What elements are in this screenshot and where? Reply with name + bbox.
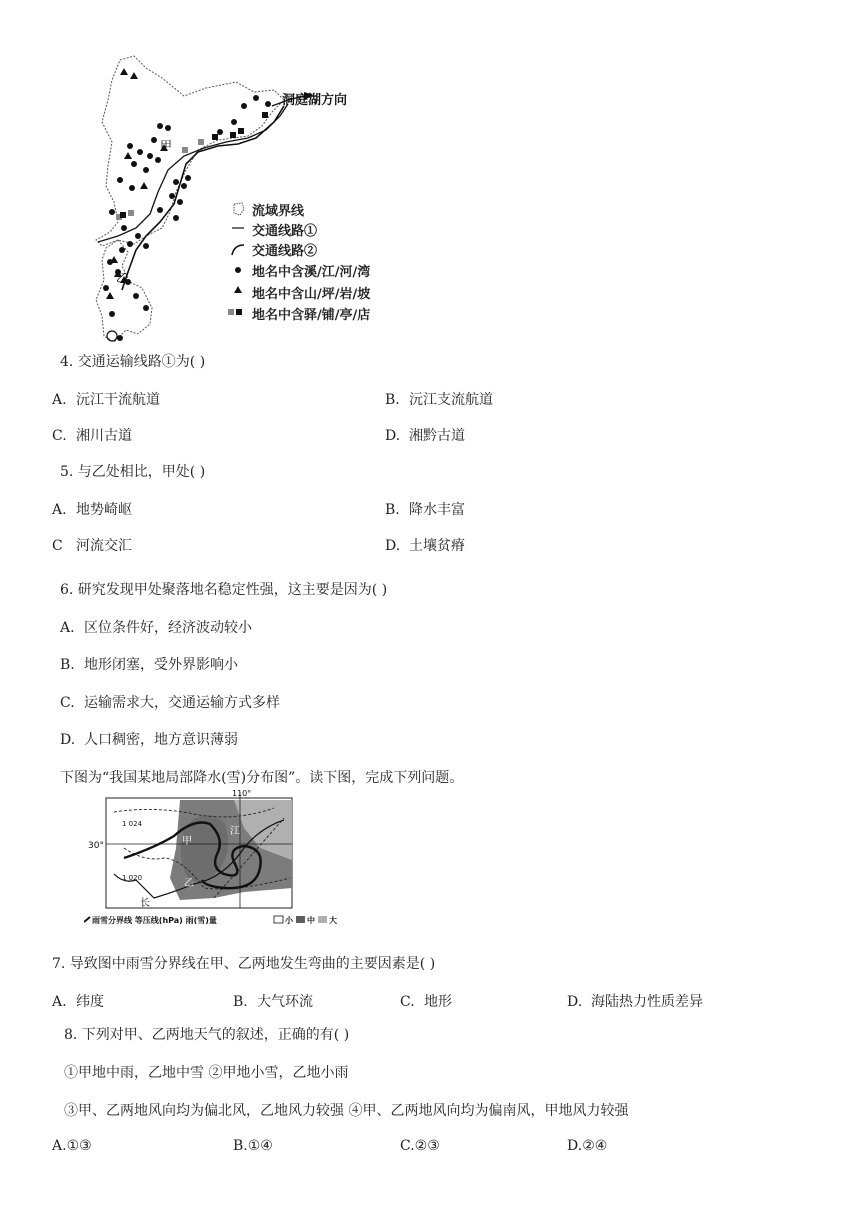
mid-swatch [296,916,305,923]
curve-line-icon [232,245,244,255]
option-letter: B. [233,1138,248,1154]
small-label: 小 [285,916,293,925]
place-yi-label: 乙 [184,878,194,889]
q7-option-b[interactable] [233,991,313,1011]
option-letter: A. [52,1138,67,1154]
q4-option-b[interactable] [385,389,493,409]
q6-option-d[interactable] [60,729,238,749]
option-letter: A. [52,392,67,408]
option-text: 纬度 [76,994,104,1010]
lon-label: 110° [232,789,252,798]
lat-label: 30° [88,841,104,851]
option-letter: D. [60,732,76,748]
option-text: 大气环流 [257,994,313,1010]
option-text: 海陆热力性质差异 [591,994,703,1010]
option-text: ②③ [414,1138,440,1154]
option-text: 土壤贫瘠 [409,538,465,554]
option-letter: D. [385,538,401,554]
option-text: 人口稠密，地方意识薄弱 [84,732,238,748]
q8-statements-line2: ③甲、乙两地风向均为偏北风，乙地风力较强 ④甲、乙两地风向均为偏南风，甲地风力较强 [64,1103,629,1119]
question-5-stem: 5. 与乙处相比，甲处( ) [60,464,206,480]
triangle-markers [106,68,168,299]
q5-option-a[interactable] [52,499,132,519]
small-swatch [274,916,283,923]
question-6-stem: 6. 研究发现甲处聚落地名稳定性强，这主要是因为( ) [60,582,388,598]
precipitation-map [84,788,384,928]
q8-statements-line1: ①甲地中雨，乙地中雪 ②甲地小雪，乙地小雨 [64,1065,349,1081]
option-letter: C [52,538,63,554]
option-text: 区位条件好，经济波动较小 [84,620,252,636]
q7-option-d[interactable] [567,991,703,1011]
legend-dot-label: 地名中含溪/江/河/湾 [252,265,371,280]
legend-route2-label: 交通线路② [252,244,318,259]
boundary-icon [234,203,244,215]
dot-markers [103,95,271,341]
option-text: 湘黔古道 [409,428,465,444]
option-letter: C. [400,1138,415,1154]
place-jia-label: 甲 [182,836,192,847]
legend-route1-label: 交通线路① [252,224,318,239]
option-text: 河流交汇 [76,538,132,554]
mid-label: 中 [307,916,315,925]
option-letter: C. [52,428,67,444]
option-letter: D. [567,994,583,1010]
q8-option-a[interactable] [52,1138,92,1154]
q7-option-c[interactable] [400,991,452,1011]
option-text: ①③ [66,1138,92,1154]
figure2-legend-text: 雨雪分界线 等压线(hPa) 雨(雪)量 [92,916,217,925]
question-7-stem: 7. 导致图中雨雪分界线在甲、乙两地发生弯曲的主要因素是( ) [52,956,436,972]
square-icon-grey [228,309,234,315]
river-chang-label: 长 [140,898,150,909]
q8-option-d[interactable] [567,1138,607,1154]
question-4-stem: 4. 交通运输线路①为( ) [60,354,206,370]
q4-option-c[interactable] [52,425,132,445]
dot-icon [235,267,241,273]
legend-triangle-label: 地名中含山/坪/岩/坡 [252,287,371,302]
triangle-icon [234,286,242,293]
option-text: 沅江干流航道 [76,392,160,408]
option-letter: B. [233,994,248,1010]
big-swatch [318,916,327,923]
figure2-intro: 下图为“我国某地局部降水(雪)分布图”。读下图，完成下列问题。 [60,770,464,786]
arrow-label: 洞庭湖方向 [282,93,348,108]
q7-option-a[interactable] [52,991,104,1011]
option-text: 地形 [424,994,452,1010]
option-letter: B. [385,392,400,408]
option-letter: D. [567,1138,583,1154]
option-text: 沅江支流航道 [409,392,493,408]
river-jiang-label: 江 [230,826,240,837]
big-label: 大 [329,916,337,925]
q8-option-c[interactable] [400,1138,440,1154]
q4-option-a[interactable] [52,389,160,409]
q4-option-d[interactable] [385,425,465,445]
option-letter: A. [60,620,75,636]
place-yi-label: 乙 [116,271,129,285]
option-letter: C. [60,695,75,711]
option-text: 地形闭塞，受外界影响小 [84,657,238,673]
option-letter: A. [52,502,67,518]
q6-option-b[interactable] [60,654,238,674]
option-letter: D. [385,428,401,444]
boundary-legend-icon [84,917,90,922]
isobar-1020-label: 1 020 [122,874,143,882]
square-icon [236,309,242,315]
isobar-1024-label: 1 024 [122,820,143,828]
place-jia-label: 甲 [160,139,173,153]
option-text: 地势崎岖 [76,502,132,518]
q8-option-b[interactable] [233,1138,273,1154]
option-letter: A. [52,994,67,1010]
q5-option-d[interactable] [385,535,465,555]
option-text: 运输需求大，交通运输方式多样 [84,695,280,711]
legend-boundary-label: 流域界线 [252,204,305,219]
option-letter: C. [400,994,415,1010]
option-text: ②④ [582,1138,608,1154]
option-text: 湘川古道 [76,428,132,444]
q6-option-a[interactable] [60,617,252,637]
option-text: 降水丰富 [409,502,465,518]
option-text: ①④ [247,1138,273,1154]
q5-option-b[interactable] [385,499,465,519]
q5-option-c[interactable] [52,535,132,555]
q6-option-c[interactable] [60,692,280,712]
option-letter: B. [385,502,400,518]
option-letter: B. [60,657,75,673]
legend-square-label: 地名中含驿/铺/亭/店 [252,308,371,323]
question-8-stem: 8. 下列对甲、乙两地天气的叙述，正确的有( ) [64,1027,350,1043]
square-markers [116,112,268,220]
